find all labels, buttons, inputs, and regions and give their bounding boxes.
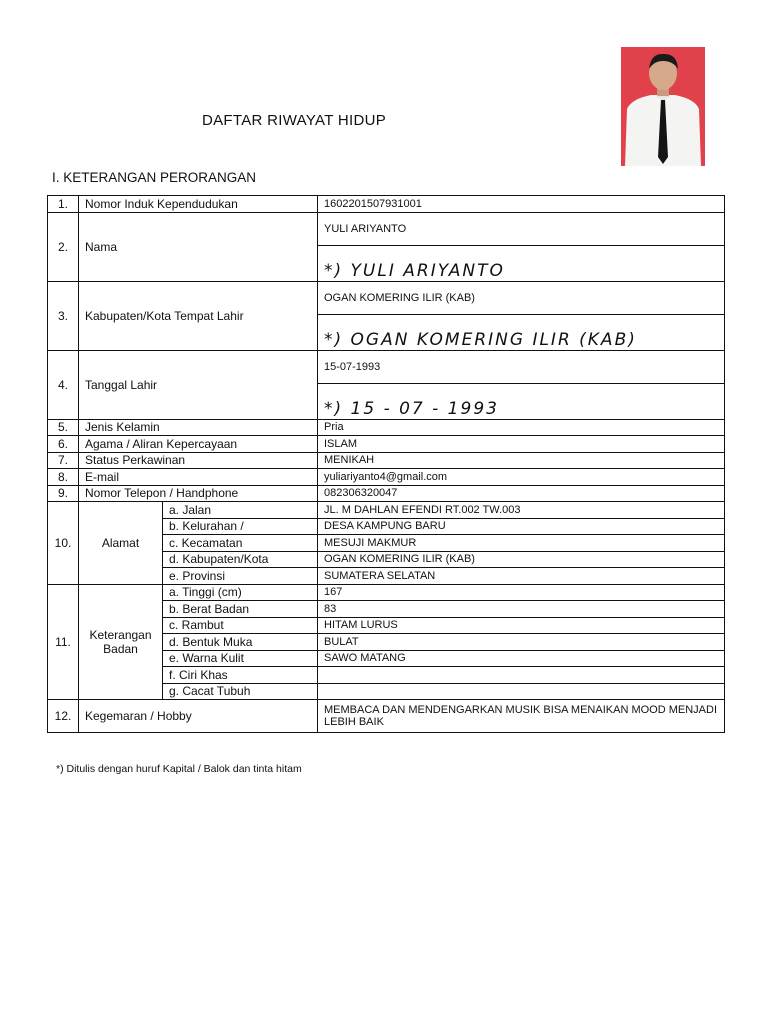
document-title: DAFTAR RIWAYAT HIDUP bbox=[202, 112, 387, 129]
row-value: 1602201507931001 bbox=[318, 196, 725, 213]
sub-label: d. Kabupaten/Kota bbox=[163, 551, 318, 568]
row-number: 6. bbox=[48, 436, 79, 453]
table-row bbox=[48, 502, 725, 519]
row-number: 3. bbox=[48, 281, 79, 350]
table-row bbox=[48, 419, 725, 436]
sub-value: 83 bbox=[318, 601, 725, 618]
row-value: MEMBACA DAN MENDENGARKAN MUSIK BISA MENAIKAN MOOD MENJADI LEBIH BAIK bbox=[318, 700, 725, 733]
row-label: Nomor Induk Kependudukan bbox=[79, 196, 318, 213]
row-number: 2. bbox=[48, 212, 79, 281]
row-number: 11. bbox=[48, 584, 79, 700]
cv-table bbox=[47, 195, 725, 733]
row-label: Tanggal Lahir bbox=[79, 350, 318, 419]
section-heading: I. KETERANGAN PERORANGAN bbox=[52, 170, 257, 185]
footnote: *) Ditulis dengan huruf Kapital / Balok dan tinta hitam bbox=[56, 763, 302, 775]
sub-value: 167 bbox=[318, 584, 725, 601]
sub-value: JL. M DAHLAN EFENDI RT.002 TW.003 bbox=[318, 502, 725, 519]
row-value: OGAN KOMERING ILIR (KAB) bbox=[318, 281, 725, 314]
row-label: Status Perkawinan bbox=[79, 452, 318, 469]
row-label: Jenis Kelamin bbox=[79, 419, 318, 436]
row-value: Pria bbox=[318, 419, 725, 436]
sub-value: MESUJI MAKMUR bbox=[318, 535, 725, 552]
sub-label: e. Warna Kulit bbox=[163, 650, 318, 667]
table-row bbox=[48, 212, 725, 245]
sub-label: b. Berat Badan bbox=[163, 601, 318, 618]
row-value: 15-07-1993 bbox=[318, 350, 725, 383]
sub-label: e. Provinsi bbox=[163, 568, 318, 585]
sub-value: HITAM LURUS bbox=[318, 617, 725, 634]
row-number: 4. bbox=[48, 350, 79, 419]
table-row bbox=[48, 485, 725, 502]
row-value: yuliariyanto4@gmail.com bbox=[318, 469, 725, 486]
row-number: 7. bbox=[48, 452, 79, 469]
sub-value: BULAT bbox=[318, 634, 725, 651]
row-number: 12. bbox=[48, 700, 79, 733]
sub-value: OGAN KOMERING ILIR (KAB) bbox=[318, 551, 725, 568]
sub-value: SUMATERA SELATAN bbox=[318, 568, 725, 585]
table-row bbox=[48, 700, 725, 733]
row-number: 5. bbox=[48, 419, 79, 436]
sub-label: g. Cacat Tubuh bbox=[163, 683, 318, 700]
table-row bbox=[48, 350, 725, 383]
sub-value bbox=[318, 667, 725, 684]
table-row bbox=[48, 469, 725, 486]
table-row bbox=[48, 584, 725, 601]
table-row bbox=[48, 436, 725, 453]
row-number: 8. bbox=[48, 469, 79, 486]
row-label: Nomor Telepon / Handphone bbox=[79, 485, 318, 502]
group-label-badan: Keterangan Badan bbox=[79, 584, 163, 700]
sub-label: a. Tinggi (cm) bbox=[163, 584, 318, 601]
sub-label: a. Jalan bbox=[163, 502, 318, 519]
handwritten-value: *) OGAN KOMERING ILIR (KAB) bbox=[318, 314, 725, 350]
table-row bbox=[48, 281, 725, 314]
sub-label: c. Kecamatan bbox=[163, 535, 318, 552]
sub-label: d. Bentuk Muka bbox=[163, 634, 318, 651]
row-value: YULI ARIYANTO bbox=[318, 212, 725, 245]
row-value: MENIKAH bbox=[318, 452, 725, 469]
row-label: Kegemaran / Hobby bbox=[79, 700, 318, 733]
row-value: ISLAM bbox=[318, 436, 725, 453]
row-number: 9. bbox=[48, 485, 79, 502]
row-label: Kabupaten/Kota Tempat Lahir bbox=[79, 281, 318, 350]
handwritten-value: *) 15 - 07 - 1993 bbox=[318, 383, 725, 419]
row-label: Nama bbox=[79, 212, 318, 281]
sub-label: c. Rambut bbox=[163, 617, 318, 634]
profile-photo bbox=[621, 47, 705, 166]
row-label: E-mail bbox=[79, 469, 318, 486]
sub-value: DESA KAMPUNG BARU bbox=[318, 518, 725, 535]
row-label: Agama / Aliran Kepercayaan bbox=[79, 436, 318, 453]
table-row bbox=[48, 196, 725, 213]
handwritten-value: *) YULI ARIYANTO bbox=[318, 245, 725, 281]
row-number: 1. bbox=[48, 196, 79, 213]
sub-label: f. Ciri Khas bbox=[163, 667, 318, 684]
sub-label: b. Kelurahan / bbox=[163, 518, 318, 535]
row-number: 10. bbox=[48, 502, 79, 585]
sub-value: SAWO MATANG bbox=[318, 650, 725, 667]
row-value: 082306320047 bbox=[318, 485, 725, 502]
table-row bbox=[48, 452, 725, 469]
group-label-alamat: Alamat bbox=[79, 502, 163, 585]
sub-value bbox=[318, 683, 725, 700]
